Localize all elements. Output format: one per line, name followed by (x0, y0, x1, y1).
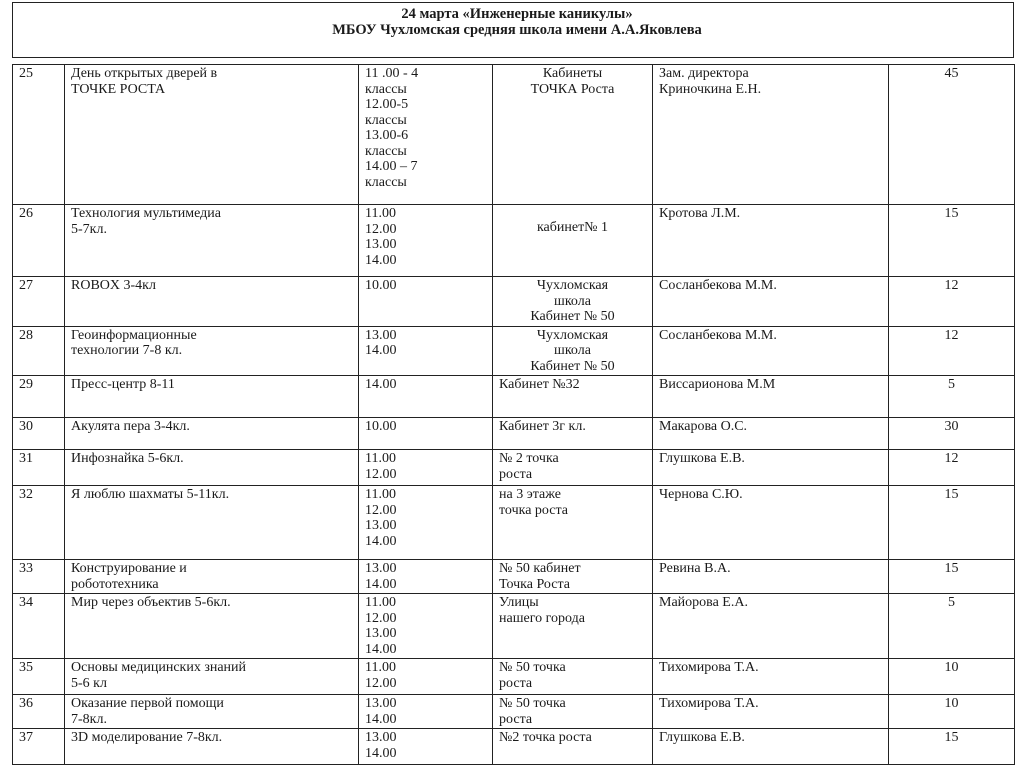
activity-time-line: 14.00 (365, 343, 397, 358)
row-number: 32 (13, 486, 65, 560)
activity-place-line: Кабинеты (542, 66, 603, 81)
activity-time-line: 11.00 (365, 206, 396, 221)
activity-place (493, 560, 653, 594)
activity-title-line: Основы медицинских знаний (71, 660, 247, 675)
activity-place-line: кабинет№ 1 (536, 220, 609, 235)
activity-place-line: Улицы (499, 595, 539, 610)
activity-title-line: 5-6 кл (71, 675, 107, 691)
activity-time-line: 13.00 (365, 730, 397, 745)
activity-title-line: День открытых дверей в (71, 66, 218, 81)
activity-time-line: 14.00 (365, 576, 397, 592)
table-row (13, 65, 1015, 205)
activity-place-line: на 3 этаже (499, 487, 561, 502)
table-row (13, 560, 1015, 594)
activity-place-line: № 50 точка (499, 696, 566, 711)
activity-time (359, 277, 493, 327)
activity-time-line: 13.00 (365, 561, 397, 576)
activity-time (359, 594, 493, 659)
table-row (13, 695, 1015, 729)
activity-place-line: роста (499, 711, 533, 727)
activity-title-line: Я люблю шахматы 5-11кл. (71, 487, 230, 502)
responsible-person-line: Виссарионова М.М (659, 377, 776, 392)
responsible-person-line: Сосланбекова М.М. (659, 327, 777, 343)
participant-count: 5 (889, 594, 1015, 659)
table-row (13, 729, 1015, 765)
activity-title (65, 277, 359, 327)
activity-place-line: нашего города (499, 610, 585, 626)
participant-count: 15 (889, 205, 1015, 277)
activity-title-line: ТОЧКЕ РОСТА (71, 81, 166, 97)
participant-count: 12 (889, 326, 1015, 376)
participant-count: 15 (889, 486, 1015, 560)
activity-title (65, 205, 359, 277)
row-number: 27 (13, 277, 65, 327)
activity-title (65, 376, 359, 418)
table-row (13, 205, 1015, 277)
activity-time-line: классы (365, 174, 407, 190)
table-row (13, 376, 1015, 418)
activity-title (65, 65, 359, 205)
activity-title-line: технологии 7-8 кл. (71, 343, 183, 358)
activity-time-line: 12.00 (365, 675, 397, 691)
participant-count: 5 (889, 376, 1015, 418)
responsible-person-line: Зам. директора (659, 66, 749, 81)
participant-count: 12 (889, 450, 1015, 486)
participant-count: 10 (889, 659, 1015, 695)
responsible-person (653, 729, 889, 765)
activity-place (493, 326, 653, 376)
responsible-person-line: Ревина В.А. (659, 561, 731, 576)
activity-time-line: 14.00 (365, 252, 397, 268)
responsible-person-line: Чернова С.Ю. (659, 487, 743, 502)
activity-place-line: точка роста (499, 502, 568, 518)
row-number: 36 (13, 695, 65, 729)
activity-place-line: Кабинет 3г кл. (499, 419, 586, 434)
activity-title-line: Инфознайка 5-6кл. (71, 451, 184, 466)
activity-time-line: 11.00 (365, 595, 396, 610)
participant-count: 12 (889, 277, 1015, 327)
activity-time-line: 14.00 (365, 745, 397, 761)
activity-title-line: ROBOX 3-4кл (71, 278, 156, 293)
activity-title-line: 5-7кл. (71, 221, 107, 237)
activity-time (359, 205, 493, 277)
activity-title-line: Мир через объектив 5-6кл. (71, 595, 231, 610)
activity-place-line: Чухломская (536, 327, 609, 343)
activity-place-line: Кабинет № 50 (530, 309, 615, 324)
activity-place-line: Чухломская (536, 278, 609, 293)
activity-place-line: Кабинет № 50 (530, 358, 615, 374)
table-row (13, 277, 1015, 327)
activity-place-line: Кабинет №32 (499, 377, 580, 392)
table-row (13, 659, 1015, 695)
activity-place-line: №2 точка роста (499, 730, 592, 745)
responsible-person-line: Глушкова Е.В. (659, 451, 745, 466)
activity-place-line: ТОЧКА Роста (530, 81, 615, 97)
document-header (12, 2, 1014, 58)
activity-place (493, 659, 653, 695)
activity-place (493, 418, 653, 450)
schedule-body (13, 65, 1015, 765)
responsible-person (653, 695, 889, 729)
activity-title-line: 3D моделирование 7-8кл. (71, 730, 223, 745)
responsible-person (653, 560, 889, 594)
school-name: МБОУ Чухломская средняя школа имени А.А.Яковлева (332, 22, 702, 38)
activity-time-line: 12.00 (365, 466, 397, 482)
responsible-person (653, 65, 889, 205)
activity-title-line: 7-8кл. (71, 711, 107, 727)
activity-place-line: № 2 точка (499, 451, 559, 466)
table-row (13, 326, 1015, 376)
responsible-person-line: Глушкова Е.В. (659, 730, 745, 745)
activity-place-line: роста (499, 675, 533, 691)
activity-place (493, 695, 653, 729)
responsible-person-line: Криночкина Е.Н. (659, 81, 762, 97)
activity-place-line: Точка Роста (499, 576, 570, 592)
activity-time (359, 486, 493, 560)
activity-time-line: 14.00 (365, 711, 397, 727)
responsible-person-line: Сосланбекова М.М. (659, 278, 777, 293)
activity-place (493, 594, 653, 659)
responsible-person-line: Макарова О.С. (659, 419, 748, 434)
responsible-person (653, 418, 889, 450)
table-row (13, 486, 1015, 560)
activity-place-line: школа (554, 293, 591, 309)
activity-title-line: Конструирование и (71, 561, 187, 576)
activity-title (65, 450, 359, 486)
row-number: 34 (13, 594, 65, 659)
participant-count: 10 (889, 695, 1015, 729)
activity-time (359, 729, 493, 765)
responsible-person-line: Тихомирова Т.А. (659, 660, 759, 675)
activity-time-line: 13.00 (365, 518, 397, 533)
activity-title (65, 486, 359, 560)
activity-time-line: 12.00-5 (365, 97, 409, 112)
activity-time-line: 13.00 (365, 626, 397, 641)
activity-title-line: Пресс-центр 8-11 (71, 377, 175, 392)
document-page (12, 2, 1016, 768)
activity-place (493, 376, 653, 418)
participant-count: 30 (889, 418, 1015, 450)
row-number: 35 (13, 659, 65, 695)
activity-time (359, 659, 493, 695)
event-title: 24 марта «Инженерные каникулы» (401, 6, 633, 22)
activity-time-line: 14.00 (365, 377, 397, 392)
activity-place (493, 450, 653, 486)
row-number: 28 (13, 326, 65, 376)
activity-time-line: 13.00 (365, 327, 397, 343)
participant-count: 15 (889, 560, 1015, 594)
activity-time-line: 12.00 (365, 502, 397, 518)
activity-title (65, 594, 359, 659)
responsible-person (653, 450, 889, 486)
responsible-person-line: Майорова Е.А. (659, 595, 748, 610)
activity-time-line: 14.00 (365, 641, 397, 657)
activity-place (493, 65, 653, 205)
row-number: 30 (13, 418, 65, 450)
responsible-person (653, 594, 889, 659)
activity-place (493, 205, 653, 277)
activity-time-line: 13.00 (365, 696, 397, 711)
activity-time (359, 65, 493, 205)
activity-title-line: Технология мультимедиа (71, 206, 221, 221)
activity-time-line: 13.00-6 (365, 128, 409, 143)
activity-place (493, 729, 653, 765)
row-number: 26 (13, 205, 65, 277)
activity-title-line: Оказание первой помощи (71, 696, 224, 711)
activity-time-line: 12.00 (365, 610, 397, 626)
activity-time-line: классы (365, 81, 407, 97)
activity-title (65, 729, 359, 765)
activity-time (359, 376, 493, 418)
activity-time-line: 12.00 (365, 221, 397, 237)
activity-title (65, 560, 359, 594)
participant-count: 15 (889, 729, 1015, 765)
row-number: 37 (13, 729, 65, 765)
responsible-person (653, 205, 889, 277)
activity-time-line: 11.00 (365, 660, 396, 675)
activity-place-line: № 50 точка (499, 660, 566, 675)
activity-title (65, 659, 359, 695)
responsible-person (653, 376, 889, 418)
responsible-person (653, 659, 889, 695)
activity-time (359, 418, 493, 450)
activity-time-line: 11.00 (365, 487, 396, 502)
row-number: 31 (13, 450, 65, 486)
responsible-person (653, 326, 889, 376)
activity-time-line: классы (365, 112, 407, 128)
activity-title (65, 326, 359, 376)
activity-place (493, 486, 653, 560)
table-row (13, 450, 1015, 486)
activity-time-line: 10.00 (365, 278, 397, 293)
responsible-person-line: Тихомирова Т.А. (659, 696, 759, 711)
activity-title (65, 418, 359, 450)
activity-place-line: роста (499, 466, 533, 482)
responsible-person (653, 277, 889, 327)
activity-time (359, 695, 493, 729)
activity-title-line: робототехника (71, 576, 159, 592)
activity-title-line: Акулята пера 3-4кл. (71, 419, 190, 434)
schedule-table (12, 64, 1015, 765)
activity-time-line: 11.00 (365, 451, 396, 466)
activity-time-line: 14.00 (365, 533, 397, 549)
row-number: 29 (13, 376, 65, 418)
responsible-person (653, 486, 889, 560)
table-row (13, 594, 1015, 659)
table-row (13, 418, 1015, 450)
activity-place (493, 277, 653, 327)
row-number: 25 (13, 65, 65, 205)
activity-place-line: № 50 кабинет (499, 561, 581, 576)
activity-time (359, 326, 493, 376)
responsible-person-line: Кротова Л.М. (659, 206, 741, 221)
activity-title-line: Геоинформационные (71, 327, 197, 343)
activity-time-line: 11 .00 - 4 (365, 66, 419, 81)
activity-title (65, 695, 359, 729)
activity-time-line: 13.00 (365, 237, 397, 252)
activity-time (359, 560, 493, 594)
participant-count: 45 (889, 65, 1015, 205)
activity-time-line: 14.00 – 7 (365, 159, 418, 174)
row-number: 33 (13, 560, 65, 594)
activity-place-line: школа (554, 343, 591, 358)
activity-time-line: классы (365, 143, 407, 159)
activity-time (359, 450, 493, 486)
activity-time-line: 10.00 (365, 419, 397, 434)
